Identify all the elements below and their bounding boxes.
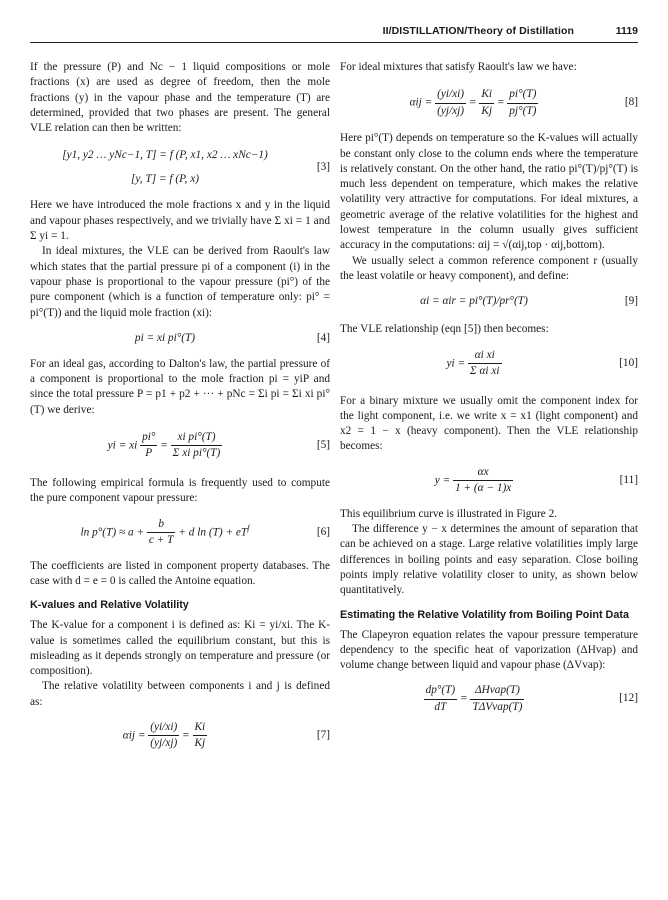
paragraph: The Clapeyron equation relates the vapour pressure temperature dependency to the specific heat of vaporization (ΔHvap) and volume change between liquid and vapour phase (ΔVvap): — [340, 628, 638, 672]
equation-number: [7] — [316, 729, 330, 742]
paragraph: Here pi°(T) depends on temperature so the K-values will actually be constant only close to the column ends where the temperature is relatively constant. On the other hand, the ratio pi°(T)/pj°(T) is much less dependent on temperature, which makes the relative volatility very attractive for computations. For ideal mixtures, a geometric average of the relative volatilities for the highest and lowest temperature in the column usually gives sufficient accuracy in the computations: αij = √(αij,top · αij,bottom). — [340, 132, 638, 252]
paragraph: The K-value for a component i is defined as: Ki = yi/xi. The K-value is sometimes called the equilibrium constant, but this is misleading as it depends strongly on temperature and pressure (or composition). — [30, 619, 330, 678]
equation-number: [12] — [619, 692, 638, 705]
section-heading: Estimating the Relative Volatility from Boiling Point Data — [340, 608, 629, 621]
equation-5: yi = xi $\frac{pi^\circ}{P}$ = $\frac{\text{xi pi°(T)}}{\text{Σ xi pi°(T)}}$ [5] — [30, 424, 330, 470]
equation-number: [4] — [316, 331, 330, 344]
equation-number: [5] — [316, 439, 330, 452]
equation-3b: [y, T] = f (P, x) — [131, 173, 199, 186]
fraction: $\frac{b}{c + T}$ — [148, 517, 174, 546]
equation-11: y = $\frac{\alpha x}{1 + (\alpha - 1)x}$ [11] — [340, 461, 638, 501]
paragraph: If the pressure (P) and Nc − 1 liquid compositions or mole fractions (x) are used as degree of freedom, then the mole fractions (y) in the vapour phase and the temperature (T) are determined, provided that two phases are present. The general VLE relation can then be written: — [30, 61, 330, 135]
paragraph: The following empirical formula is frequently used to compute the pure component vapour pressure: — [30, 477, 330, 505]
paragraph: We usually select a common reference component r (usually the least volatile or heavy component), and define: — [340, 254, 638, 282]
paragraph: The VLE relationship (eqn [5]) then becomes: — [340, 323, 549, 336]
page-number: 1119 — [615, 25, 638, 37]
fraction: $\frac{Ki}{Kj}$ — [194, 721, 206, 750]
fraction: $\frac{(yi/xi)}{(yj/xj)}$ — [150, 721, 178, 750]
equation-number: [6] — [316, 525, 330, 538]
paragraph: The relative volatility between components i and j is defined as: — [30, 680, 330, 708]
fraction: $\frac{\alpha x}{1 + (\alpha - 1)x}$ — [454, 465, 512, 495]
fraction: $\frac{pi^\circ(T)}{pj^\circ(T)}$ — [509, 88, 537, 117]
fraction: $\frac{\text{ΔHvap(T)}}{\text{TΔVvap(T)}}$ — [472, 684, 523, 713]
fraction: $\frac{(yi/xi)}{(yj/xj)}$ — [437, 88, 465, 117]
fraction: $\frac{dp^\circ(T)}{dT}$ — [425, 684, 456, 713]
paragraph: The difference y − x determines the amount of separation that can be achieved on a stage. Large relative volatilities imply large differences in boiling points and easy separation. Close boiling points imply relative volatility closer to unity, as shown below quantitatively. — [340, 523, 638, 597]
equation-4: pi = xi pi°(T) [4] — [30, 327, 330, 351]
equation-12: $\frac{dp^\circ(T)}{dT}$ = $\frac{\text{ΔHvap(T)}}{\text{TΔVvap(T)}}$ [12] — [340, 679, 638, 719]
equation-number: [3] — [316, 161, 330, 174]
equation-number: [9] — [624, 295, 638, 308]
paragraph: For ideal mixtures that satisfy Raoult's law we have: — [340, 61, 577, 73]
running-title: II/DISTILLATION/Theory of Distillation — [382, 25, 574, 37]
equation-3 — [30, 142, 330, 192]
equation-number: [11] — [619, 473, 638, 486]
paragraph: This equilibrium curve is illustrated in Figure 2. — [340, 507, 558, 520]
equation-3a: [y1, y2 … yNc−1, T] = f (P, x1, x2 … xNc−1) — [62, 149, 268, 162]
equation-8: αij = $\frac{(yi/xi)}{(yj/xj)}$ = $\frac{Ki}{Kj}$ = $\frac{pi^\circ(T)}{pj^\circ(T)}$ [8] — [340, 81, 638, 125]
page-header — [30, 25, 638, 43]
fraction: $\frac{Ki}{Kj}$ — [481, 88, 492, 117]
left-column — [30, 60, 330, 762]
fraction: $\frac{\text{αi xi}}{\text{Σ αi xi}}$ — [469, 348, 500, 377]
equation-10: yi = $\frac{\text{αi xi}}{\text{Σ αi xi}}$ [10] — [340, 344, 638, 388]
section-heading: K-values and Relative Volatility — [30, 599, 189, 612]
fraction: $\frac{\text{xi pi°(T)}}{\text{Σ xi pi°(T)}}$ — [172, 431, 221, 460]
equation-6: ln p°(T) ≈ a + $\frac{b}{c + T}$ + d $\ln (T) + eT^f$ [6] — [30, 513, 330, 553]
paragraph: For a binary mixture we usually omit the component index for the light component, i.e. we write x = x1 (light component) and x2 = 1 − x (heavy component). Then the VLE relationship becomes: — [340, 394, 638, 453]
paragraph: The coefficients are listed in component property databases. The case with d = e = 0 is called the Antoine equation. — [30, 559, 330, 587]
right-column — [340, 60, 638, 725]
equation-7: αij = $\frac{(yi/xi)}{(yj/xj)}$ = $\frac{Ki}{Kj}$ [7] — [30, 716, 330, 756]
equation-number: [8] — [624, 96, 638, 109]
paragraph: In ideal mixtures, the VLE can be derived from Raoult's law which states that the partial pressure pi of a component (i) in the vapour phase is proportional to the vapour pressure (pi°) of the pure component (which is a function of temperature only: pi° = pi°(T)) and the liquid mole fraction (xi): — [30, 245, 330, 319]
header-rule — [30, 42, 638, 43]
equation-9: αi = αir = pi°(T)/pr°(T) [9] — [340, 290, 638, 316]
paragraph: Here we have introduced the mole fractions x and y in the liquid and vapour phases respectively, and we trivially have Σ xi = 1 and Σ yi = 1. — [30, 199, 330, 243]
paragraph: For an ideal gas, according to Dalton's law, the partial pressure of a component is proportional to the mole fraction pi = yiP and since the total pressure P = p1 + p2 + ··· + pNc = Σi pi = Σi xi pi°(T) we derive: — [30, 357, 330, 416]
equation-number: [10] — [619, 356, 638, 369]
fraction: $\frac{pi^\circ}{P}$ — [142, 431, 156, 460]
